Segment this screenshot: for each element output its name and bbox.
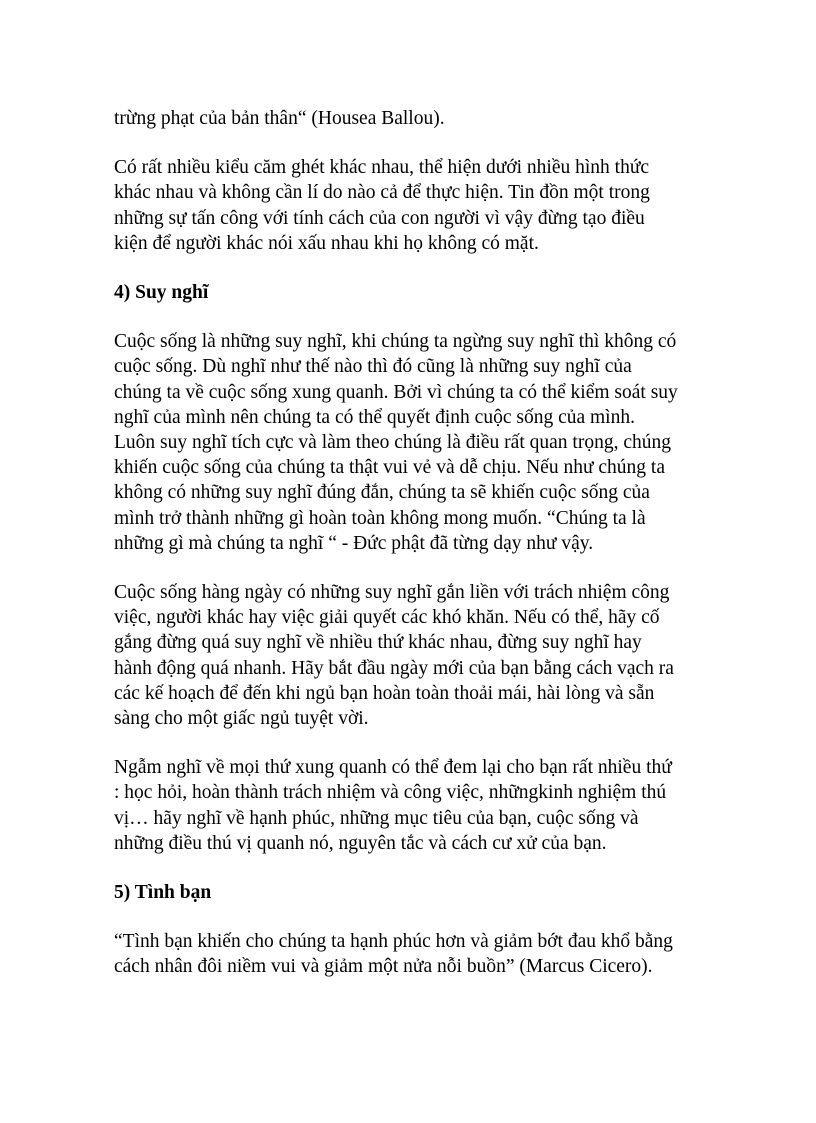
text-line: sàng cho một giấc ngủ tuyệt vời. — [114, 708, 369, 730]
text-line: khiến cuộc sống của chúng ta thật vui vẻ và dễ chịu. Nếu như chúng ta — [114, 457, 665, 479]
text-line: nghĩ của mình nên chúng ta có thể quyết định cuộc sống của mình. — [114, 406, 635, 428]
paragraph-friendship-quote — [114, 929, 734, 979]
text-line: những điều thú vị quanh nó, nguyên tắc và cách cư xử của bạn. — [114, 832, 607, 854]
text-line: Có rất nhiều kiểu căm ghét khác nhau, thể hiện dưới nhiều hình thức — [114, 157, 650, 179]
document-body — [114, 106, 734, 1004]
paragraph-hatred — [114, 155, 734, 256]
text-line: những gì mà chúng ta nghĩ “ - Đức phật đã từng dạy như vậy. — [114, 532, 594, 554]
text-line: gắng đừng quá suy nghĩ về nhiều thứ khác nhau, đừng suy nghĩ hay — [114, 632, 642, 654]
text-line: Luôn suy nghĩ tích cực và làm theo chúng là điều rất quan trọng, chúng — [114, 432, 671, 454]
text-line: chúng ta về cuộc sống xung quanh. Bởi vì chúng ta có thể kiểm soát suy — [114, 381, 678, 403]
text-line: kiện để người khác nói xấu nhau khi họ không có mặt. — [114, 232, 539, 254]
paragraph-thinking-2 — [114, 580, 734, 731]
text-line: không có những suy nghĩ đúng đắn, chúng ta sẽ khiến cuộc sống của — [114, 482, 650, 504]
text-line: cách nhân đôi niềm vui và giảm một nửa nỗi buồn” (Marcus Cicero). — [114, 956, 653, 978]
section-heading-friendship: 5) Tình bạn — [114, 882, 212, 904]
paragraph-thinking-3 — [114, 755, 734, 856]
text-line: hành động quá nhanh. Hãy bắt đầu ngày mới của bạn bằng cách vạch ra — [114, 657, 674, 679]
text-line: “Tình bạn khiến cho chúng ta hạnh phúc hơn và giảm bớt đau khổ bằng — [114, 931, 673, 953]
text-line: Cuộc sống là những suy nghĩ, khi chúng ta ngừng suy nghĩ thì không có — [114, 331, 677, 353]
text-line: vị… hãy nghĩ về hạnh phúc, những mục tiêu của bạn, cuộc sống và — [114, 807, 639, 829]
text-line: những sự tấn công với tính cách của con người vì vậy đừng tạo điều — [114, 207, 645, 229]
text-line: : học hỏi, hoàn thành trách nhiệm và công việc, nhữngkinh nghiệm thú — [114, 782, 667, 804]
paragraph-quote-ending — [114, 106, 734, 131]
text-line: trừng phạt của bản thân“ (Housea Ballou). — [114, 108, 445, 129]
paragraph-thinking-1 — [114, 329, 734, 556]
text-line: các kế hoạch để đến khi ngủ bạn hoàn toàn thoải mái, hài lòng và sẵn — [114, 682, 655, 704]
text-line: mình trở thành những gì hoàn toàn không mong muốn. “Chúng ta là — [114, 507, 646, 529]
text-line: cuộc sống. Dù nghĩ như thế nào thì đó cũng là những suy nghĩ của — [114, 356, 632, 378]
section-heading-thinking: 4) Suy nghĩ — [114, 282, 209, 304]
text-line: Ngẫm nghĩ về mọi thứ xung quanh có thể đem lại cho bạn rất nhiều thứ — [114, 757, 672, 779]
text-line: việc, người khác hay việc giải quyết các khó khăn. Nếu có thể, hãy cố — [114, 607, 660, 629]
text-line: Cuộc sống hàng ngày có những suy nghĩ gắn liền với trách nhiệm công — [114, 582, 670, 604]
text-line: khác nhau và không cần lí do nào cả để thực hiện. Tin đồn một trong — [114, 182, 650, 204]
